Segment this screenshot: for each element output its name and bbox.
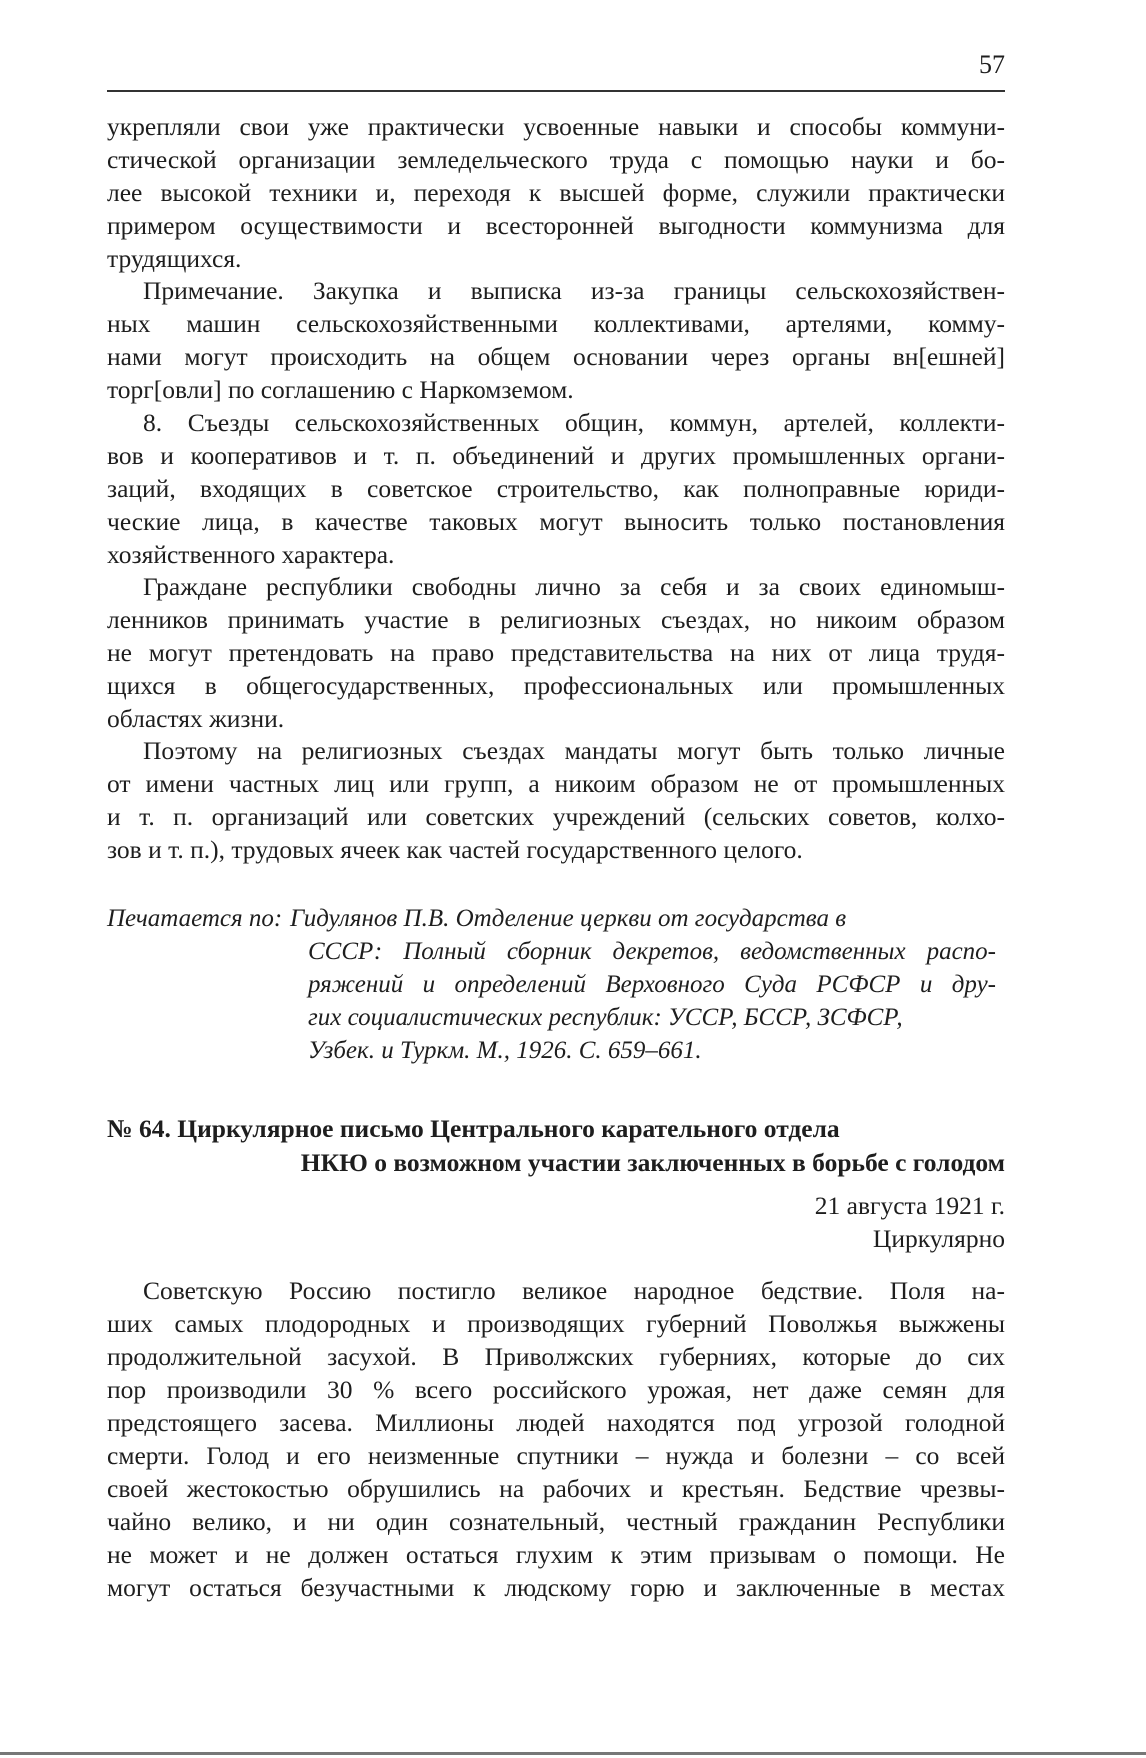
text-line: заций, входящих в советское строительство, как полноправные юриди-	[107, 474, 1005, 503]
citation-line: СССР: Полный сборник декретов, ведомственных распо-	[308, 938, 996, 965]
text-line: своей жестокостью обрушились на рабочих и крестьян. Бедствие чрезвы-	[107, 1474, 1005, 1503]
text-line: зов и т. п.), трудовых ячеек как частей государственного целого.	[107, 835, 803, 864]
text-line: и т. п. организаций или советских учреждений (сельских советов, колхо-	[107, 802, 1005, 831]
text-line: ческие лица, в качестве таковых могут выносить только постановления	[107, 507, 1005, 536]
paragraph-mandates	[107, 734, 1005, 866]
paragraph-1	[107, 110, 1005, 275]
text-line: ленников принимать участие в религиозных съездах, но никоим образом	[107, 605, 1005, 634]
text-line: не могут претендовать на право представительства на них от лица трудя-	[107, 638, 1005, 667]
text-line: ных машин сельскохозяйственными коллективами, артелями, комму-	[107, 309, 1005, 338]
text-line: укрепляли свои уже практически усвоенные навыки и способы коммуни-	[107, 112, 1005, 141]
text-line: лее высокой техники и, переходя к высшей форме, служили практически	[107, 178, 1005, 207]
text-line: трудящихся.	[107, 244, 242, 273]
document-note: Циркулярно	[872, 1224, 1005, 1253]
paragraph-8	[107, 406, 1005, 571]
text-line: областях жизни.	[107, 704, 285, 733]
citation-line: Гидулянов П.В. Отделение церкви от государства в	[290, 905, 847, 932]
document-title: № 64. Циркулярное письмо Центрального карательного отдела	[107, 1114, 840, 1143]
citation-line: гих социалистических республик: УССР, БССР, ЗСФСР,	[308, 1004, 903, 1031]
page-number: 57	[979, 50, 1005, 79]
document-title-continued: НКЮ о возможном участии заключенных в борьбе с голодом	[300, 1148, 1005, 1177]
text-line: примером осуществимости и всесторонней выгодности коммунизма для	[107, 211, 1005, 240]
page-bottom-edge	[0, 1752, 1146, 1755]
document-date: 21 августа 1921 г.	[814, 1191, 1005, 1220]
text-line: стической организации земледельческого труда с помощью науки и бо-	[107, 145, 1005, 174]
text-line: предстоящего засева. Миллионы людей находятся под угрозой голодной	[107, 1408, 1005, 1437]
text-line: не может и не должен остаться глухим к этим призывам о помощи. Не	[107, 1540, 1005, 1569]
text-line: 8. Съезды сельскохозяйственных общин, коммун, артелей, коллекти-	[143, 408, 1005, 437]
header-rule	[107, 90, 1005, 92]
text-line: ших самых плодородных и производящих губерний Поволжья выжжены	[107, 1309, 1005, 1338]
text-line: пор производили 30 % всего российского урожая, нет даже семян для	[107, 1375, 1005, 1404]
text-line: от имени частных лиц или групп, а никоим образом не от промышленных	[107, 769, 1005, 798]
text-line: торг[овли] по соглашению с Наркомземом.	[107, 375, 574, 404]
text-line: могут остаться безучастными к людскому горю и заключенные в местах	[107, 1573, 1005, 1602]
citation-label: Печатается по:	[107, 905, 283, 932]
citation-line: Узбек. и Туркм. М., 1926. С. 659–661.	[308, 1037, 702, 1064]
text-line: хозяйственного характера.	[107, 540, 395, 569]
text-line: Граждане республики свободны лично за себя и за своих единомыш-	[143, 572, 1005, 601]
citation-line: ряжений и определений Верховного Суда РСФСР и дру-	[308, 971, 996, 998]
text-line: чайно велико, и ни один сознательный, честный гражданин Республики	[107, 1507, 1005, 1536]
citation-body	[308, 935, 996, 1067]
text-line: Примечание. Закупка и выписка из-за границы сельскохозяйствен-	[143, 276, 1005, 305]
paragraph-citizens	[107, 570, 1005, 735]
text-line: смерти. Голод и его неизменные спутники – нужда и болезни – со всей	[107, 1441, 1005, 1470]
text-line: нами могут происходить на общем основании через органы вн[ешней]	[107, 342, 1005, 371]
text-line: Поэтому на религиозных съездах мандаты могут быть только личные	[143, 736, 1005, 765]
paragraph-note	[107, 274, 1005, 406]
text-line: щихся в общегосударственных, профессиональных или промышленных	[107, 671, 1005, 700]
document-body	[107, 1274, 1005, 1604]
text-line: вов и кооперативов и т. п. объединений и других промышленных органи-	[107, 441, 1005, 470]
text-line: Советскую Россию постигло великое народное бедствие. Поля на-	[143, 1276, 1005, 1305]
text-line: продолжительной засухой. В Приволжских губерниях, которые до сих	[107, 1342, 1005, 1371]
